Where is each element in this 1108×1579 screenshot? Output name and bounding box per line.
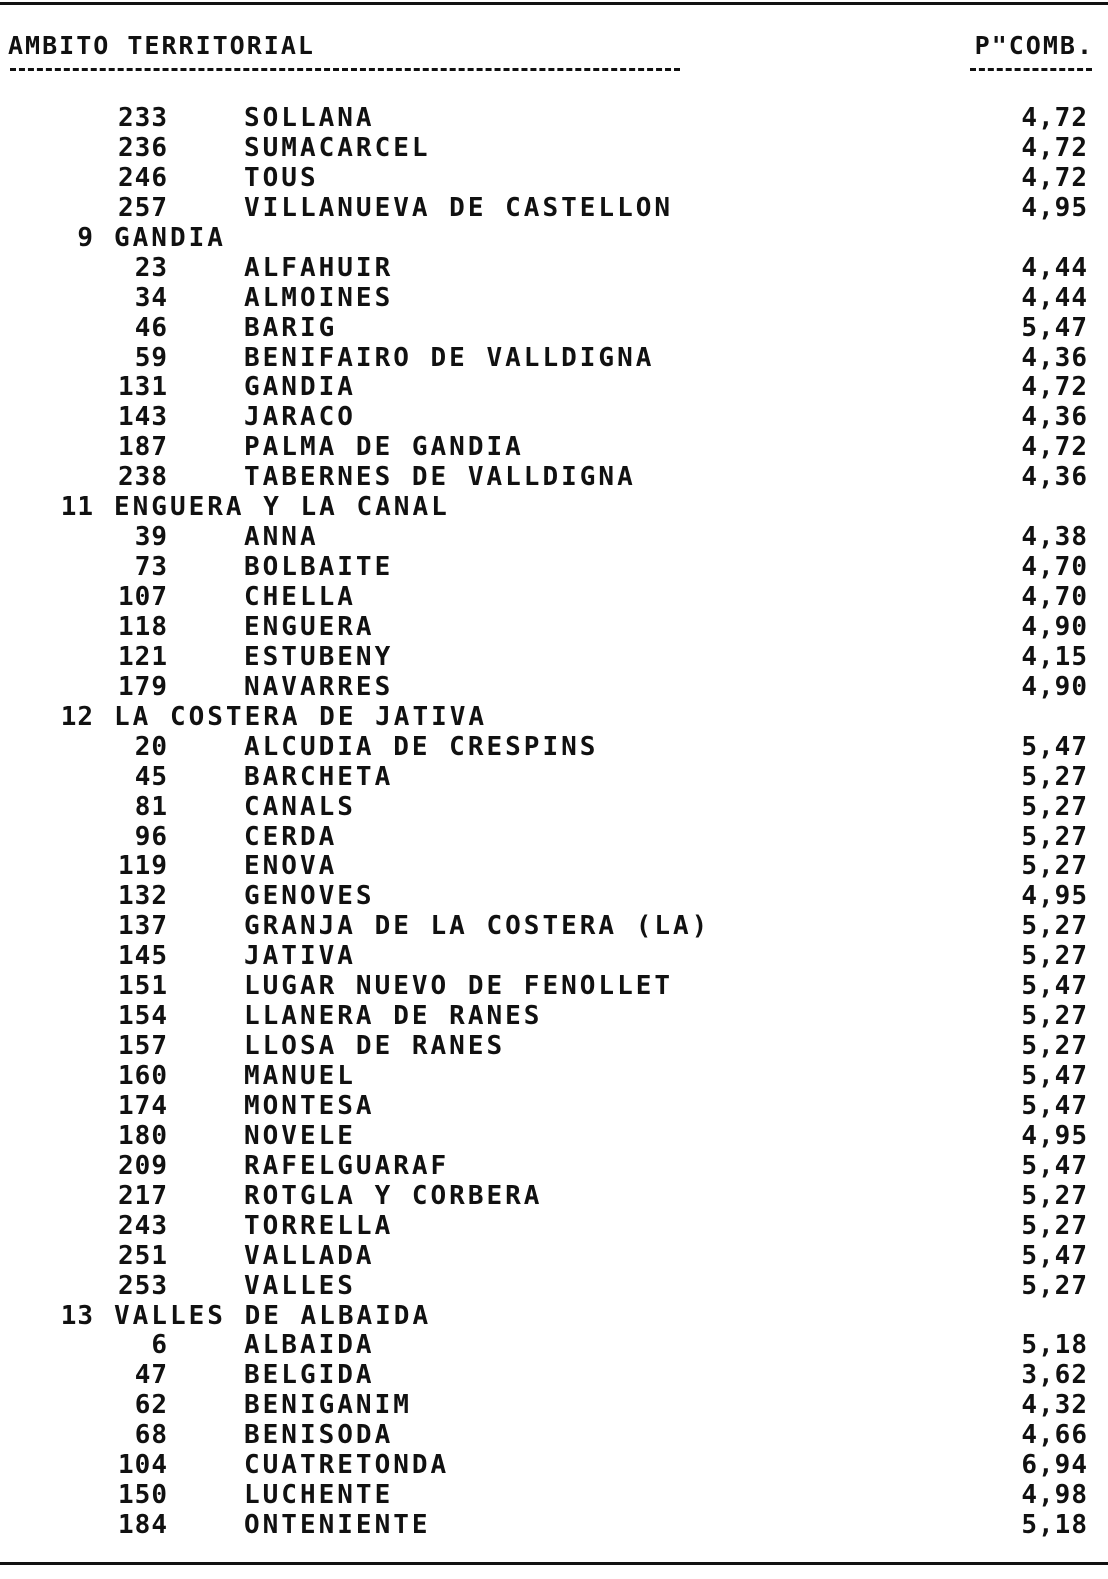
pcomb-value: 4,98 [1021, 1480, 1088, 1511]
municipality-name: BENIFAIRO DE VALLDIGNA [244, 342, 655, 373]
table-row [0, 1271, 1108, 1301]
municipality-name: ANNA [244, 522, 319, 553]
column-header-ambito: AMBITO TERRITORIAL [8, 31, 315, 60]
municipality-name: NOVELE [244, 1120, 356, 1151]
table-row [0, 672, 1108, 702]
table-row [0, 1480, 1108, 1510]
table-row [0, 971, 1108, 1001]
municipality-code: 151 [118, 971, 168, 1002]
municipality-name: GANDIA [244, 372, 356, 403]
pcomb-value: 4,70 [1021, 552, 1088, 583]
pcomb-value: 4,72 [1021, 432, 1088, 463]
pcomb-value: 5,27 [1021, 851, 1088, 882]
table-row [0, 881, 1108, 911]
table-row [0, 462, 1108, 492]
pcomb-value: 4,95 [1021, 192, 1088, 223]
table-row [0, 522, 1108, 552]
table-row [0, 1091, 1108, 1121]
municipality-name: GRANJA DE LA COSTERA (LA) [244, 911, 711, 942]
municipality-name: TABERNES DE VALLDIGNA [244, 462, 636, 493]
table-row [0, 1241, 1108, 1271]
pcomb-value: 5,27 [1021, 1210, 1088, 1241]
territorial-table [0, 103, 1108, 1540]
municipality-code: 62 [134, 1390, 168, 1421]
table-row [0, 612, 1108, 642]
municipality-name: LUCHENTE [244, 1480, 394, 1511]
municipality-name: MANUEL [244, 1061, 356, 1091]
municipality-name: VILLANUEVA DE CASTELLON [244, 192, 674, 223]
pcomb-value: 5,27 [1021, 1031, 1088, 1062]
municipality-code: 39 [134, 522, 168, 553]
municipality-code: 104 [118, 1450, 168, 1481]
pcomb-value: 5,47 [1021, 1061, 1088, 1091]
municipality-code: 236 [118, 132, 168, 163]
municipality-code: 81 [134, 791, 168, 822]
pcomb-value: 4,95 [1021, 881, 1088, 912]
municipality-code: 257 [118, 192, 168, 223]
table-row [0, 822, 1108, 852]
pcomb-value: 5,27 [1021, 941, 1088, 972]
municipality-name: CHELLA [244, 582, 356, 612]
pcomb-value: 4,66 [1021, 1420, 1088, 1451]
municipality-code: 233 [118, 103, 168, 133]
municipality-name: LLOSA DE RANES [244, 1031, 506, 1062]
municipality-code: 23 [134, 252, 168, 283]
pcomb-value: 5,47 [1021, 1240, 1088, 1271]
municipality-name: MONTESA [244, 1090, 375, 1121]
group-code: 12 [60, 701, 94, 732]
municipality-name: PALMA DE GANDIA [244, 432, 524, 463]
pcomb-value: 5,27 [1021, 911, 1088, 942]
table-row [0, 313, 1108, 343]
municipality-code: 132 [118, 881, 168, 912]
pcomb-value: 4,95 [1021, 1120, 1088, 1151]
bottom-rule [0, 1562, 1108, 1565]
municipality-name: LUGAR NUEVO DE FENOLLET [244, 971, 674, 1002]
pcomb-value: 5,47 [1021, 731, 1088, 762]
municipality-name: SUMACARCEL [244, 132, 431, 163]
table-row [0, 432, 1108, 462]
table-row [0, 851, 1108, 881]
municipality-code: 119 [118, 851, 168, 882]
pcomb-value: 5,27 [1021, 1270, 1088, 1301]
pcomb-value: 6,94 [1021, 1450, 1088, 1481]
municipality-code: 150 [118, 1480, 168, 1511]
table-row [0, 552, 1108, 582]
municipality-name: JATIVA [244, 941, 356, 972]
municipality-name: LLANERA DE RANES [244, 1001, 543, 1032]
municipality-code: 59 [134, 342, 168, 373]
municipality-code: 68 [134, 1420, 168, 1451]
pcomb-value: 4,90 [1021, 671, 1088, 702]
municipality-name: NAVARRES [244, 671, 394, 702]
header-underline-right [970, 68, 1092, 71]
table-row [0, 642, 1108, 672]
municipality-code: 160 [118, 1061, 168, 1091]
pcomb-value: 4,36 [1021, 402, 1088, 433]
pcomb-value: 5,27 [1021, 761, 1088, 792]
municipality-code: 154 [118, 1001, 168, 1032]
pcomb-value: 4,44 [1021, 282, 1088, 313]
municipality-name: ENGUERA [244, 611, 375, 642]
table-row [0, 193, 1108, 223]
municipality-code: 238 [118, 462, 168, 493]
pcomb-value: 5,18 [1021, 1510, 1088, 1541]
group-row [0, 223, 1108, 253]
pcomb-value: 4,70 [1021, 582, 1088, 612]
pcomb-value: 4,90 [1021, 611, 1088, 642]
column-header-pcomb: P"COMB. [974, 31, 1094, 60]
municipality-code: 121 [118, 641, 168, 672]
municipality-code: 253 [118, 1270, 168, 1301]
table-row [0, 1001, 1108, 1031]
municipality-code: 145 [118, 941, 168, 972]
municipality-name: BARIG [244, 312, 338, 343]
pcomb-value: 5,18 [1021, 1330, 1088, 1361]
pcomb-value: 4,38 [1021, 522, 1088, 553]
municipality-name: BENIGANIM [244, 1390, 412, 1421]
municipality-code: 73 [134, 552, 168, 583]
municipality-name: VALLADA [244, 1240, 375, 1271]
municipality-name: ESTUBENY [244, 641, 394, 672]
pcomb-value: 5,27 [1021, 821, 1088, 852]
pcomb-value: 5,27 [1021, 1001, 1088, 1032]
table-row [0, 762, 1108, 792]
pcomb-value: 4,72 [1021, 372, 1088, 403]
pcomb-value: 4,36 [1021, 462, 1088, 493]
table-row [0, 582, 1108, 612]
table-row [0, 253, 1108, 283]
municipality-code: 45 [134, 761, 168, 792]
municipality-name: RAFELGUARAF [244, 1150, 450, 1181]
table-row [0, 283, 1108, 313]
municipality-name: CERDA [244, 821, 338, 852]
municipality-name: ROTGLA Y CORBERA [244, 1180, 543, 1211]
group-name: GANDIA [114, 222, 226, 253]
pcomb-value: 5,27 [1021, 1180, 1088, 1211]
group-row [0, 1301, 1108, 1331]
municipality-code: 243 [118, 1210, 168, 1241]
table-row [0, 372, 1108, 402]
group-row [0, 702, 1108, 732]
municipality-name: ALMOINES [244, 282, 394, 313]
municipality-code: 184 [118, 1510, 168, 1541]
table-row [0, 1031, 1108, 1061]
group-code: 13 [60, 1300, 94, 1331]
municipality-code: 246 [118, 162, 168, 193]
table-row [0, 103, 1108, 133]
table-row [0, 1360, 1108, 1390]
municipality-code: 187 [118, 432, 168, 463]
table-row [0, 941, 1108, 971]
municipality-name: BOLBAITE [244, 552, 394, 583]
table-row [0, 1151, 1108, 1181]
municipality-name: BARCHETA [244, 761, 394, 792]
pcomb-value: 4,36 [1021, 342, 1088, 373]
municipality-name: VALLES [244, 1270, 356, 1301]
municipality-code: 46 [134, 312, 168, 343]
table-row [0, 732, 1108, 762]
table-row [0, 792, 1108, 822]
municipality-name: SOLLANA [244, 103, 375, 133]
table-row [0, 1450, 1108, 1480]
municipality-code: 131 [118, 372, 168, 403]
table-row [0, 1390, 1108, 1420]
municipality-code: 137 [118, 911, 168, 942]
municipality-code: 209 [118, 1150, 168, 1181]
municipality-code: 180 [118, 1120, 168, 1151]
group-name: VALLES DE ALBAIDA [114, 1300, 432, 1331]
table-row [0, 911, 1108, 941]
pcomb-value: 5,27 [1021, 791, 1088, 822]
group-name: LA COSTERA DE JATIVA [114, 701, 488, 732]
table-row [0, 1420, 1108, 1450]
municipality-name: TOUS [244, 162, 319, 193]
pcomb-value: 5,47 [1021, 312, 1088, 343]
municipality-name: GENOVES [244, 881, 375, 912]
municipality-code: 217 [118, 1180, 168, 1211]
table-row [0, 1121, 1108, 1151]
group-code: 9 [77, 222, 94, 253]
group-row [0, 492, 1108, 522]
municipality-code: 107 [118, 582, 168, 612]
pcomb-value: 4,32 [1021, 1390, 1088, 1421]
municipality-code: 118 [118, 611, 168, 642]
pcomb-value: 4,15 [1021, 641, 1088, 672]
pcomb-value: 4,72 [1021, 103, 1088, 133]
header-underline-left [10, 68, 680, 71]
municipality-code: 34 [134, 282, 168, 313]
municipality-name: ONTENIENTE [244, 1510, 431, 1541]
municipality-name: BENISODA [244, 1420, 394, 1451]
pcomb-value: 5,47 [1021, 971, 1088, 1002]
table-row [0, 1181, 1108, 1211]
municipality-name: ALFAHUIR [244, 252, 394, 283]
municipality-name: BELGIDA [244, 1360, 375, 1391]
municipality-name: ALBAIDA [244, 1330, 375, 1361]
table-row [0, 163, 1108, 193]
municipality-code: 143 [118, 402, 168, 433]
municipality-name: CUATRETONDA [244, 1450, 450, 1481]
top-rule [0, 2, 1108, 5]
pcomb-value: 3,62 [1021, 1360, 1088, 1391]
table-row [0, 343, 1108, 373]
pcomb-value: 4,44 [1021, 252, 1088, 283]
table-row [0, 1330, 1108, 1360]
municipality-code: 96 [134, 821, 168, 852]
municipality-code: 157 [118, 1031, 168, 1062]
pcomb-value: 4,72 [1021, 162, 1088, 193]
municipality-code: 174 [118, 1090, 168, 1121]
municipality-name: ALCUDIA DE CRESPINS [244, 731, 599, 762]
table-row [0, 133, 1108, 163]
group-name: ENGUERA Y LA CANAL [114, 492, 450, 523]
pcomb-value: 5,47 [1021, 1090, 1088, 1121]
municipality-name: JARACO [244, 402, 356, 433]
municipality-code: 47 [134, 1360, 168, 1391]
municipality-name: CANALS [244, 791, 356, 822]
table-row [0, 1061, 1108, 1091]
municipality-name: ENOVA [244, 851, 338, 882]
municipality-name: TORRELLA [244, 1210, 394, 1241]
municipality-code: 20 [134, 731, 168, 762]
pcomb-value: 5,47 [1021, 1150, 1088, 1181]
group-code: 11 [60, 492, 94, 523]
municipality-code: 179 [118, 671, 168, 702]
municipality-code: 251 [118, 1240, 168, 1271]
municipality-code: 6 [151, 1330, 168, 1361]
pcomb-value: 4,72 [1021, 132, 1088, 163]
table-row [0, 402, 1108, 432]
table-row [0, 1211, 1108, 1241]
table-row [0, 1510, 1108, 1540]
